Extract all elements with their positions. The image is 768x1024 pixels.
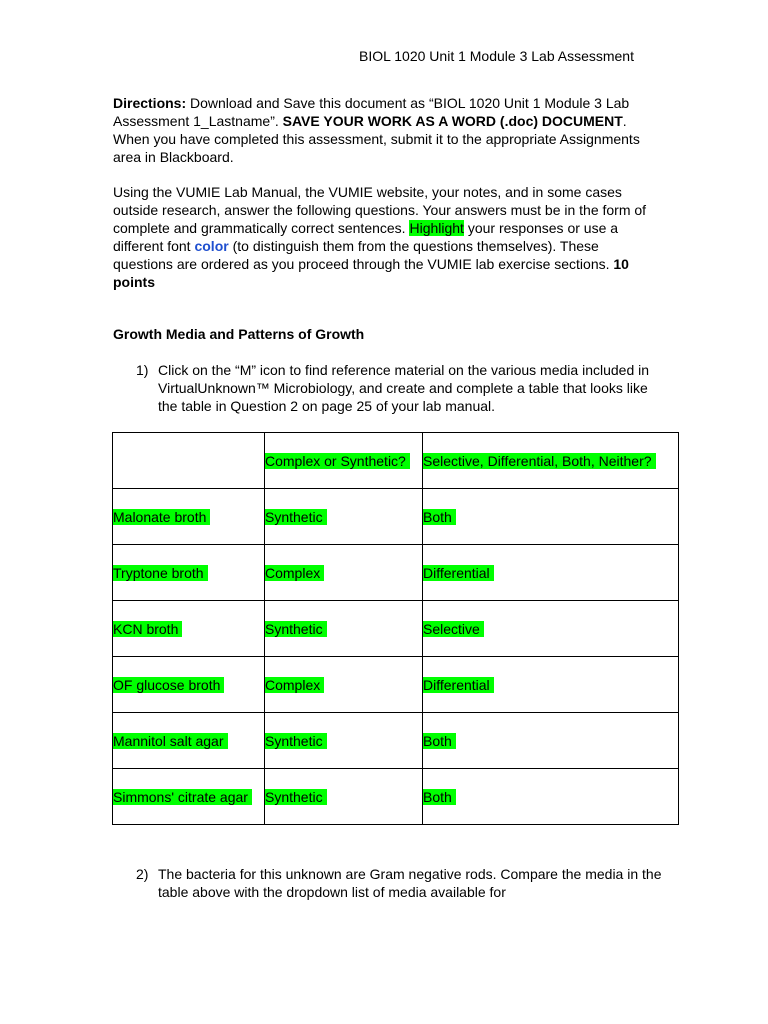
- cell-text: Tryptone broth: [113, 565, 208, 581]
- table-cell: [265, 769, 423, 825]
- cell-text: Complex: [265, 677, 324, 693]
- question-number: 2): [136, 866, 149, 882]
- table-header-row: [113, 433, 679, 489]
- cell-text: KCN broth: [113, 621, 182, 637]
- table-cell: [423, 489, 679, 545]
- table-cell: [113, 601, 265, 657]
- cell-text: Selective, Differential, Both, Neither?: [423, 453, 656, 469]
- section-heading: Growth Media and Patterns of Growth: [113, 326, 365, 342]
- table-row: [113, 769, 679, 825]
- cell-text: Selective: [423, 621, 484, 637]
- color-word: color: [194, 238, 229, 254]
- question-number: 1): [136, 362, 149, 378]
- directions-text-1: Download and Save this document as “BIOL 1020 Unit 1 Module 3 Lab Assessment 1_Lastname”.: [113, 95, 630, 129]
- cell-text: Synthetic: [265, 733, 327, 749]
- table-cell: [265, 489, 423, 545]
- directions-bold-text: SAVE YOUR WORK AS A WORD (.doc) DOCUMENT: [282, 113, 623, 129]
- table-header-cell: [265, 433, 423, 489]
- highlight-word: Highlight: [409, 220, 464, 236]
- cell-text: Both: [423, 509, 456, 525]
- cell-text: Both: [423, 733, 456, 749]
- document-header: BIOL 1020 Unit 1 Module 3 Lab Assessment: [359, 48, 634, 64]
- cell-text: OF glucose broth: [113, 677, 224, 693]
- table-row: [113, 489, 679, 545]
- table-cell: [113, 713, 265, 769]
- table-cell: [265, 713, 423, 769]
- instructions-text-1: Using the VUMIE Lab Manual, the VUMIE website, your notes, and in some cases outside research, answer the following questions. Your answers must be in the form of complete and grammatically correct sentences.: [113, 184, 647, 236]
- points-label: 10 points: [113, 256, 629, 290]
- table-cell: [265, 601, 423, 657]
- directions-text-2: . When you have completed this assessment, submit it to the appropriate Assignments area in Blackboard.: [113, 113, 640, 165]
- instructions-paragraph: [113, 183, 658, 291]
- cell-text: Simmons' citrate agar: [113, 789, 252, 805]
- cell-text: Synthetic: [265, 789, 327, 805]
- cell-text: Mannitol salt agar: [113, 733, 228, 749]
- table-cell: [423, 713, 679, 769]
- table-cell: [113, 769, 265, 825]
- cell-text: Synthetic: [265, 621, 327, 637]
- cell-text: Synthetic: [265, 509, 327, 525]
- table-row: [113, 713, 679, 769]
- media-table: [112, 432, 679, 825]
- cell-text: Differential: [423, 565, 494, 581]
- table-header-cell: [423, 433, 679, 489]
- table-cell: [265, 545, 423, 601]
- table-cell: [423, 769, 679, 825]
- table-row: [113, 601, 679, 657]
- cell-text: Malonate broth: [113, 509, 210, 525]
- question-text: The bacteria for this unknown are Gram negative rods. Compare the media in the table above with the dropdown list of media available for: [158, 866, 662, 900]
- table-row: [113, 545, 679, 601]
- table-cell: [265, 657, 423, 713]
- cell-text: Both: [423, 789, 456, 805]
- instructions-text-3: (to distinguish them from the questions themselves). These questions are ordered as you proceed through the VUMIE lab exercise sections.: [113, 238, 614, 272]
- table-cell: [113, 657, 265, 713]
- table-header-cell: [113, 433, 265, 489]
- directions-label: Directions:: [113, 95, 187, 111]
- cell-text: Differential: [423, 677, 494, 693]
- table-row: [113, 657, 679, 713]
- cell-text: Complex: [265, 565, 324, 581]
- table-cell: [423, 601, 679, 657]
- table-cell: [423, 657, 679, 713]
- cell-text: Complex or Synthetic?: [265, 453, 410, 469]
- table-cell: [113, 489, 265, 545]
- instructions-text-2: your responses or use a different font: [113, 220, 619, 254]
- table-cell: [423, 545, 679, 601]
- directions-paragraph: [113, 94, 658, 166]
- question-text: Click on the “M” icon to find reference material on the various media included in VirtualUnknown™ Microbiology, and create and complete a table that looks like the table in Question 2 on page 25 of your lab manual.: [158, 362, 650, 414]
- table-cell: [113, 545, 265, 601]
